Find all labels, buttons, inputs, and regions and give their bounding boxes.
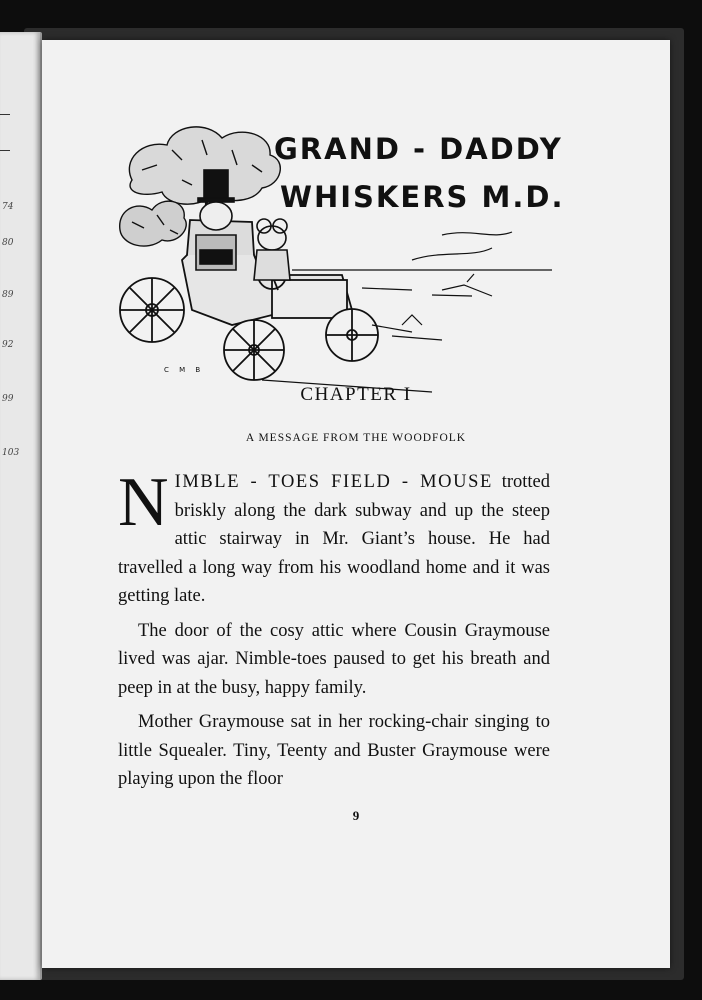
- chapter-heading: CHAPTER I: [300, 384, 412, 405]
- paragraph-2: The door of the cosy attic where Cousin Graymouse lived was ajar. Nimble-toes paused to get his breath and peep in at the busy, happy family.: [118, 620, 550, 698]
- chapter-subtitle: A MESSAGE FROM THE WOODFOLK: [245, 432, 467, 444]
- margin-note: 103: [2, 448, 20, 458]
- paragraph-1: [118, 464, 550, 611]
- margin-note: 92: [2, 340, 14, 350]
- margin-note: 80: [2, 238, 14, 248]
- car-drawing: [120, 220, 378, 380]
- book-title-line-1: GRAND - DADDY: [274, 132, 563, 166]
- body-text: [118, 464, 550, 794]
- book-title-line-2: WHISKERS M.D.: [280, 180, 565, 214]
- previous-page-edge: [0, 32, 42, 980]
- paragraph-3: Mother Graymouse sat in her rocking-chair singing to little Squealer. Tiny, Teenty and Buster Graymouse were playing upon the floor: [118, 712, 550, 789]
- book-page: [42, 40, 670, 968]
- margin-rule: [0, 114, 10, 115]
- first-line-caps: IMBLE - TOES FIELD - MOUSE: [174, 472, 493, 492]
- margin-rule: [0, 150, 10, 151]
- margin-note: 74: [2, 202, 14, 212]
- page-number: 9: [352, 808, 360, 823]
- drop-cap: N: [118, 464, 169, 541]
- paragraph-1-text: trotted briskly along the dark subway and up the steep attic stairway in Mr. Giant’s house. He had travelled a long way from his woodland home and it was getting late.: [118, 472, 550, 606]
- margin-note: 99: [2, 394, 14, 404]
- illustrator-signature: C M B: [164, 366, 205, 374]
- margin-note: 89: [2, 290, 14, 300]
